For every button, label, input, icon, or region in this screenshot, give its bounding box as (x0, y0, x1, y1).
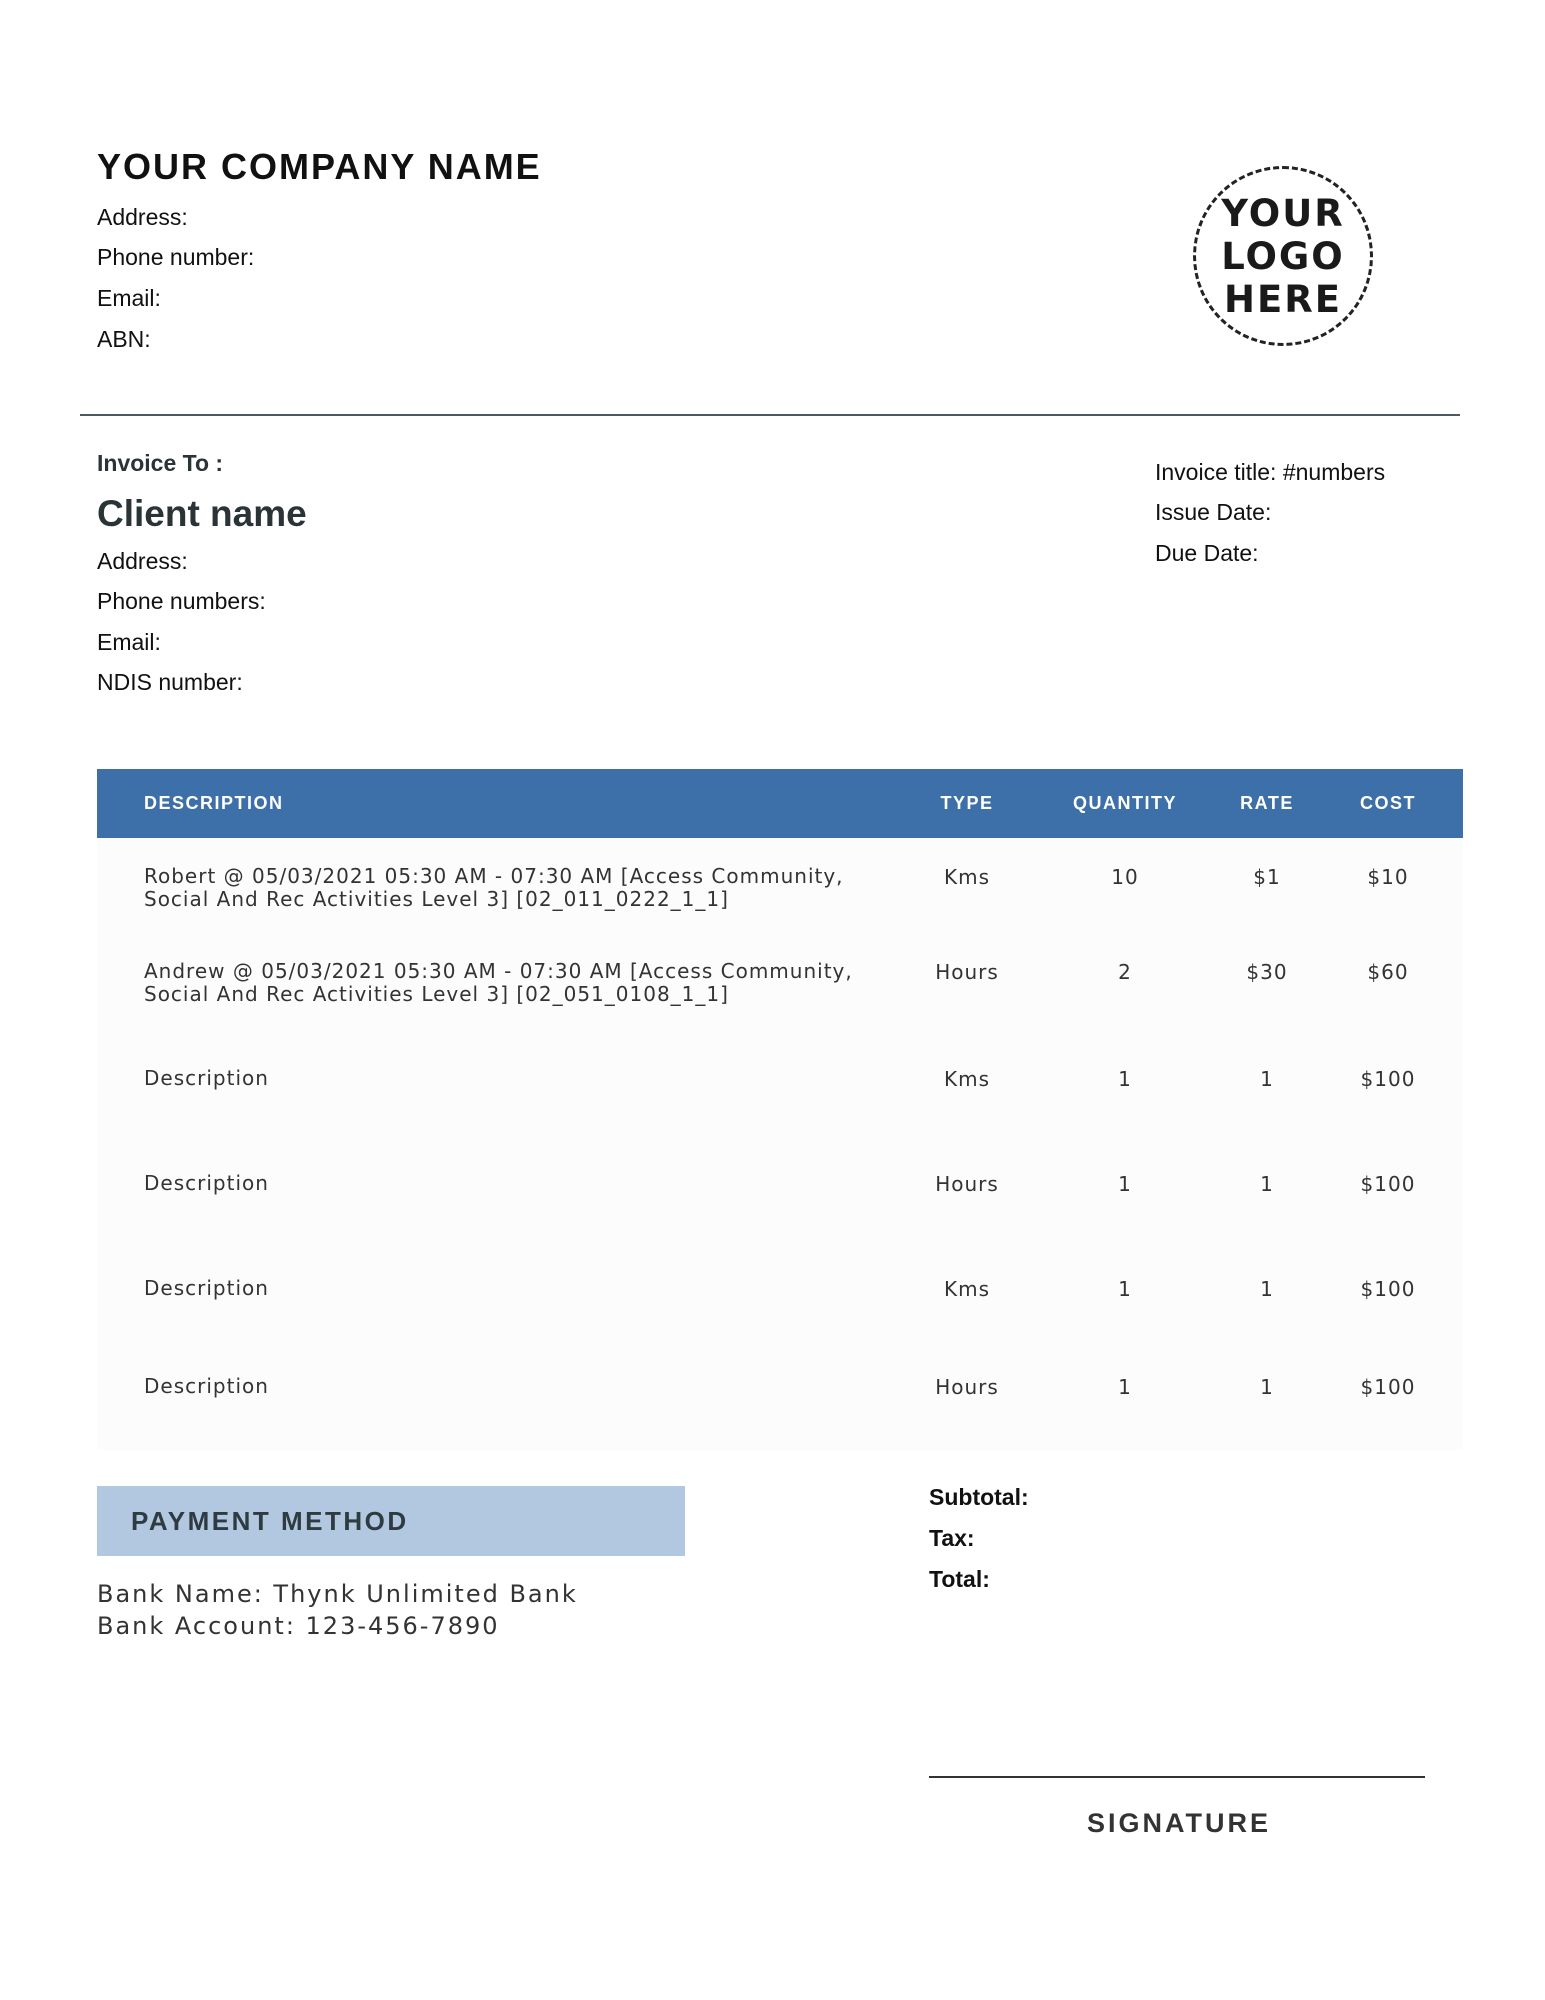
row-description: Robert @ 05/03/2021 05:30 AM - 07:30 AM [Access Community, Social And Rec Activities Level 3] [02_011_0222_1_1] (144, 864, 844, 911)
invoice-to-label: Invoice To : (97, 450, 224, 476)
company-abn-label: ABN: (97, 326, 151, 352)
row-type: Kms (943, 1067, 991, 1091)
column-header-quantity: QUANTITY (1073, 793, 1177, 813)
column-header-type: TYPE (940, 793, 994, 813)
total-label: Total: (929, 1566, 990, 1592)
row-type: Hours (935, 1172, 999, 1196)
client-name: Client name (97, 493, 307, 534)
payment-method-title: PAYMENT METHOD (131, 1506, 409, 1536)
row-description: Description (144, 1276, 269, 1300)
row-rate: 1 (1260, 1172, 1274, 1196)
signature-label: SIGNATURE (1086, 1808, 1272, 1838)
table-header (97, 769, 1463, 838)
row-description: Description (144, 1066, 269, 1090)
row-type: Hours (935, 960, 999, 984)
row-type: Kms (943, 1277, 991, 1301)
row-quantity: 10 (1111, 865, 1139, 889)
row-quantity: 2 (1118, 960, 1132, 984)
row-rate: 1 (1260, 1277, 1274, 1301)
column-header-cost: COST (1359, 793, 1417, 813)
logo-text-line: HERE (1223, 277, 1342, 321)
row-cost: $60 (1367, 960, 1409, 984)
row-rate: 1 (1260, 1375, 1274, 1399)
row-description: Description (144, 1171, 269, 1195)
logo-text-line: LOGO (1221, 234, 1345, 278)
table-body (97, 838, 1463, 1450)
row-quantity: 1 (1118, 1067, 1132, 1091)
row-cost: $100 (1360, 1375, 1416, 1399)
column-header-rate: RATE (1240, 793, 1294, 813)
row-quantity: 1 (1118, 1172, 1132, 1196)
row-quantity: 1 (1118, 1375, 1132, 1399)
row-description: Description (144, 1374, 269, 1398)
row-rate: $30 (1246, 960, 1288, 984)
row-cost: $10 (1367, 865, 1409, 889)
row-rate: $1 (1253, 865, 1281, 889)
client-ndis-label: NDIS number: (97, 669, 243, 695)
company-phone-label: Phone number: (97, 244, 255, 270)
logo-text-line: YOUR (1221, 191, 1345, 235)
client-address-label: Address: (97, 548, 188, 574)
row-cost: $100 (1360, 1067, 1416, 1091)
logo-placeholder (1193, 166, 1373, 346)
company-name: YOUR COMPANY NAME (97, 146, 542, 187)
tax-label: Tax: (929, 1525, 975, 1551)
row-type: Hours (935, 1375, 999, 1399)
due-date-label: Due Date: (1155, 540, 1259, 566)
row-cost: $100 (1360, 1172, 1416, 1196)
header-divider (80, 414, 1460, 416)
signature-line (929, 1776, 1425, 1778)
bank-name: Bank Name: Thynk Unlimited Bank (97, 1580, 578, 1608)
subtotal-label: Subtotal: (929, 1484, 1029, 1510)
client-phone-label: Phone numbers: (97, 588, 266, 614)
row-type: Kms (943, 865, 991, 889)
row-cost: $100 (1360, 1277, 1416, 1301)
invoice-title: Invoice title: #numbers (1155, 459, 1386, 485)
company-address-label: Address: (97, 204, 188, 230)
row-quantity: 1 (1118, 1277, 1132, 1301)
row-rate: 1 (1260, 1067, 1274, 1091)
bank-account: Bank Account: 123-456-7890 (97, 1612, 500, 1640)
company-email-label: Email: (97, 285, 161, 311)
column-header-description: DESCRIPTION (144, 793, 284, 813)
client-email-label: Email: (97, 629, 161, 655)
row-description: Andrew @ 05/03/2021 05:30 AM - 07:30 AM [Access Community, Social And Rec Activities Level 3] [02_051_0108_1_1] (144, 959, 853, 1006)
issue-date-label: Issue Date: (1155, 499, 1272, 525)
